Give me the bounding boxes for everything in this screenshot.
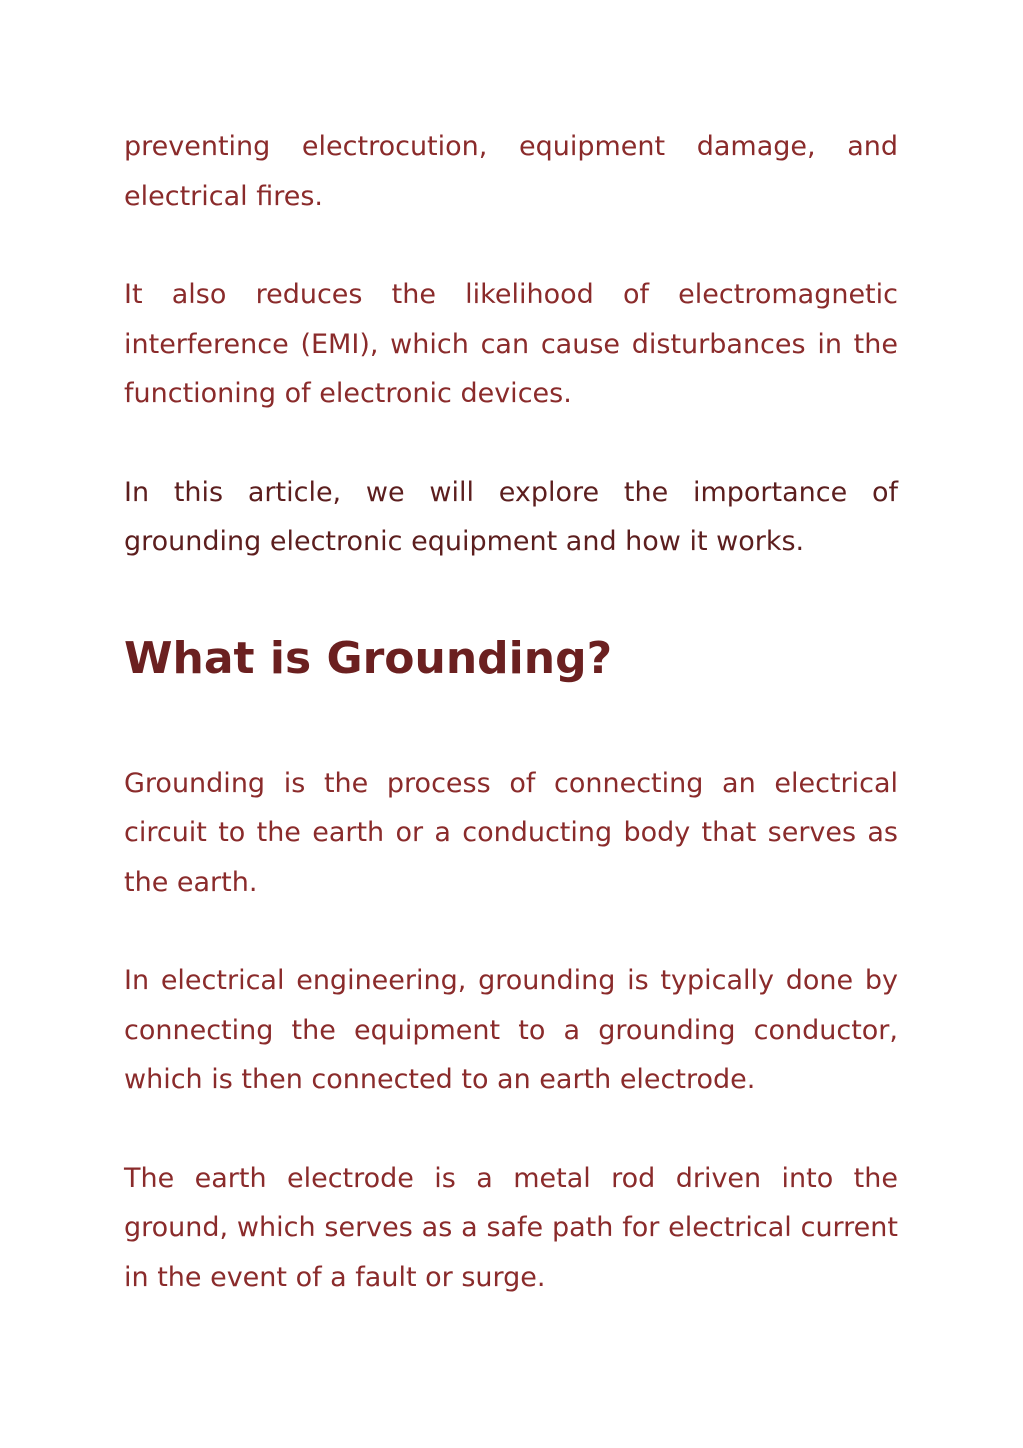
paragraph-preventing-electrocution: preventing electrocution, equipment damage, and electrical fires.: [124, 131, 898, 212]
section-heading: What is Grounding?: [124, 632, 613, 684]
paragraph-spacer: [124, 221, 898, 270]
paragraph-grounding-engineering: In electrical engineering, grounding is typically done by connecting the equipment to a grounding conductor, which is then connected to an earth electrode.: [124, 965, 898, 1095]
paragraph-spacer: [124, 1105, 898, 1154]
heading-spacer: [124, 689, 898, 759]
heading-spacer: [124, 567, 898, 629]
document-page: [124, 122, 898, 1302]
paragraph-emi: It also reduces the likelihood of electromagnetic interference (EMI), which can cause disturbances in the functioning of electronic devices.: [124, 279, 898, 409]
paragraph-grounding-definition: Grounding is the process of connecting an electrical circuit to the earth or a conducting body that serves as the earth.: [124, 767, 898, 898]
paragraph-earth-electrode: The earth electrode is a metal rod driven into the ground, which serves as a safe path for electrical current in the event of a fault or surge.: [124, 1162, 898, 1293]
paragraph-spacer: [124, 907, 898, 956]
paragraph-article-intro: In this article, we will explore the importance of grounding electronic equipment and how it works.: [124, 476, 898, 557]
paragraph-spacer: [124, 419, 898, 468]
